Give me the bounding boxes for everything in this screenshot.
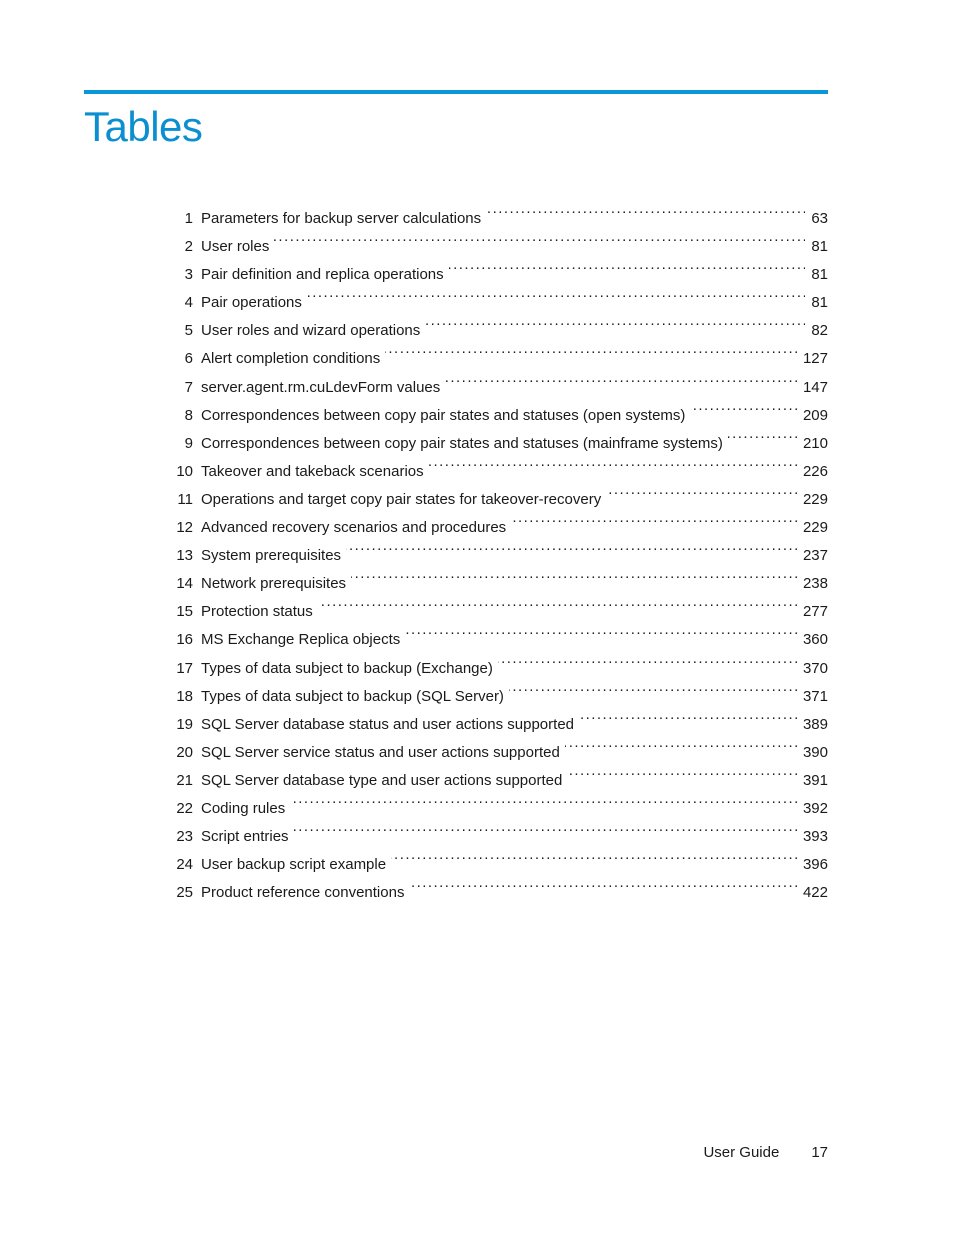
toc-entry-title[interactable]: Coding rules [201, 799, 286, 817]
toc-dot-leader [294, 813, 797, 841]
toc-entry-page[interactable]: 238 [802, 575, 828, 593]
toc-entry-number: 1 [184, 210, 193, 227]
toc-entry-page[interactable]: 390 [802, 743, 828, 761]
toc-dot-leader [567, 757, 797, 785]
toc-entry-title[interactable]: User roles [201, 238, 270, 256]
toc-entry-title[interactable]: Pair operations [201, 294, 302, 312]
toc-entry-title[interactable]: SQL Server service status and user actions supported [201, 743, 560, 761]
toc-dot-leader [728, 420, 797, 448]
toc-dot-leader [449, 251, 806, 279]
toc-entry-page[interactable]: 360 [802, 631, 828, 649]
toc-entry-number: 8 [184, 406, 193, 424]
footer-page-number: 17 [811, 1144, 828, 1161]
toc-entry-number: 15 [176, 603, 193, 621]
toc-entry-number: 13 [176, 547, 193, 565]
toc-entry-title[interactable]: Alert completion conditions [201, 350, 381, 368]
toc-entry-page[interactable]: 237 [802, 547, 828, 565]
toc-entry-number: 7 [184, 378, 193, 396]
toc-entry-number: 18 [176, 687, 193, 705]
toc-entry-title[interactable]: server.agent.rm.cuLdevForm values [201, 378, 441, 396]
toc-entry-title[interactable]: System prerequisites [201, 547, 342, 565]
toc-dot-leader [346, 532, 797, 560]
toc-entry-title[interactable]: Product reference conventions [201, 884, 405, 902]
toc-entry-number: 24 [176, 856, 193, 874]
toc-entry-number: 4 [184, 294, 193, 312]
toc-entry-page[interactable]: 277 [802, 603, 828, 621]
toc-entry-number: 25 [176, 884, 193, 902]
toc-entry-title[interactable]: Script entries [201, 828, 289, 846]
toc-entry-page[interactable]: 392 [802, 799, 828, 817]
toc-dot-leader [274, 223, 805, 251]
toc-entry-title[interactable]: MS Exchange Replica objects [201, 631, 401, 649]
toc-entry-number: 10 [176, 462, 193, 480]
toc-entry-title[interactable]: User roles and wizard operations [201, 322, 421, 340]
toc-entry-page[interactable]: 210 [802, 434, 828, 452]
toc-entry-title[interactable]: SQL Server database status and user actions supported [201, 715, 575, 733]
toc-dot-leader [318, 588, 797, 616]
toc-entry-number: 11 [177, 490, 193, 508]
toc-dot-leader [509, 673, 797, 701]
toc-entry-title[interactable]: Parameters for backup server calculations [201, 210, 482, 227]
toc-entry-title[interactable]: Network prerequisites [201, 575, 347, 593]
toc-entry-number: 21 [176, 771, 193, 789]
toc-dot-leader [391, 841, 797, 869]
toc-entry-title[interactable]: Operations and target copy pair states for takeover-recovery [201, 490, 602, 508]
toc-entry-number: 23 [176, 828, 193, 846]
toc-entry-title[interactable]: Advanced recovery scenarios and procedures [201, 519, 507, 537]
toc-entry-number: 5 [184, 322, 193, 340]
toc-dot-leader [498, 645, 797, 673]
toc-entry-title[interactable]: Types of data subject to backup (Exchange) [201, 659, 493, 677]
toc-entry-page[interactable]: 147 [802, 378, 828, 396]
toc-entry-title[interactable]: User backup script example [201, 856, 387, 874]
toc-entry-title[interactable]: SQL Server database type and user actions supported [201, 771, 563, 789]
toc-entry-number: 6 [184, 350, 193, 368]
toc-entry-title[interactable]: Protection status [201, 603, 313, 621]
toc-entry-page[interactable]: 209 [802, 406, 828, 424]
toc-entry-number: 14 [176, 575, 193, 593]
toc-entry-title[interactable]: Types of data subject to backup (SQL Server) [201, 687, 504, 705]
toc-entry-number: 12 [176, 519, 193, 537]
toc-entry-number: 9 [184, 434, 193, 452]
toc-entry-title[interactable]: Pair definition and replica operations [201, 266, 444, 284]
toc-entry-page[interactable]: 63 [811, 210, 828, 227]
toc-entry[interactable] [160, 195, 828, 227]
toc-dot-leader [405, 616, 797, 644]
toc-dot-leader [351, 560, 797, 588]
toc-entry-title[interactable]: Takeover and takeback scenarios [201, 462, 424, 480]
toc-entry-page[interactable]: 226 [802, 462, 828, 480]
toc-entry-number: 19 [176, 715, 193, 733]
toc-entry-title[interactable]: Correspondences between copy pair states and statuses (open systems) [201, 406, 686, 424]
toc-entry-page[interactable]: 229 [802, 490, 828, 508]
toc-entry-number: 16 [176, 631, 193, 649]
toc-dot-leader [429, 448, 797, 476]
footer-label: User Guide [703, 1144, 780, 1161]
toc-entry-page[interactable]: 229 [802, 519, 828, 537]
toc-entry-page[interactable]: 81 [811, 238, 828, 256]
toc-dot-leader [307, 279, 805, 307]
toc-dot-leader [579, 701, 797, 729]
toc-entry-page[interactable]: 391 [802, 771, 828, 789]
toc-dot-leader [690, 392, 797, 420]
toc-dot-leader [565, 729, 797, 757]
tables-list [160, 195, 828, 902]
toc-dot-leader [425, 307, 805, 335]
heading-rule [84, 90, 828, 94]
page-footer [703, 1142, 828, 1164]
toc-entry-page[interactable]: 389 [802, 715, 828, 733]
toc-entry-number: 3 [184, 266, 193, 284]
toc-entry-page[interactable]: 82 [811, 322, 828, 340]
toc-entry-page[interactable]: 127 [802, 350, 828, 368]
toc-entry-page[interactable]: 393 [802, 828, 828, 846]
toc-dot-leader [290, 785, 797, 813]
toc-entry-number: 20 [176, 743, 193, 761]
toc-entry-page[interactable]: 422 [802, 884, 828, 902]
toc-dot-leader [385, 335, 797, 363]
toc-entry-page[interactable]: 370 [802, 659, 828, 677]
toc-entry-page[interactable]: 396 [802, 856, 828, 874]
toc-entry-number: 22 [176, 799, 193, 817]
toc-dot-leader [409, 869, 797, 897]
toc-entry-number: 17 [176, 659, 193, 677]
toc-entry-page[interactable]: 81 [811, 294, 828, 312]
toc-dot-leader [445, 364, 797, 392]
toc-dot-leader [486, 195, 805, 223]
toc-entry-page[interactable]: 371 [802, 687, 828, 705]
toc-dot-leader [606, 476, 797, 504]
toc-entry-number: 2 [184, 238, 193, 256]
page-title: Tables [84, 103, 203, 150]
toc-entry-page[interactable]: 81 [811, 266, 828, 284]
toc-dot-leader [511, 504, 797, 532]
toc-entry-title[interactable]: Correspondences between copy pair states and statuses (mainframe systems) [201, 434, 723, 452]
